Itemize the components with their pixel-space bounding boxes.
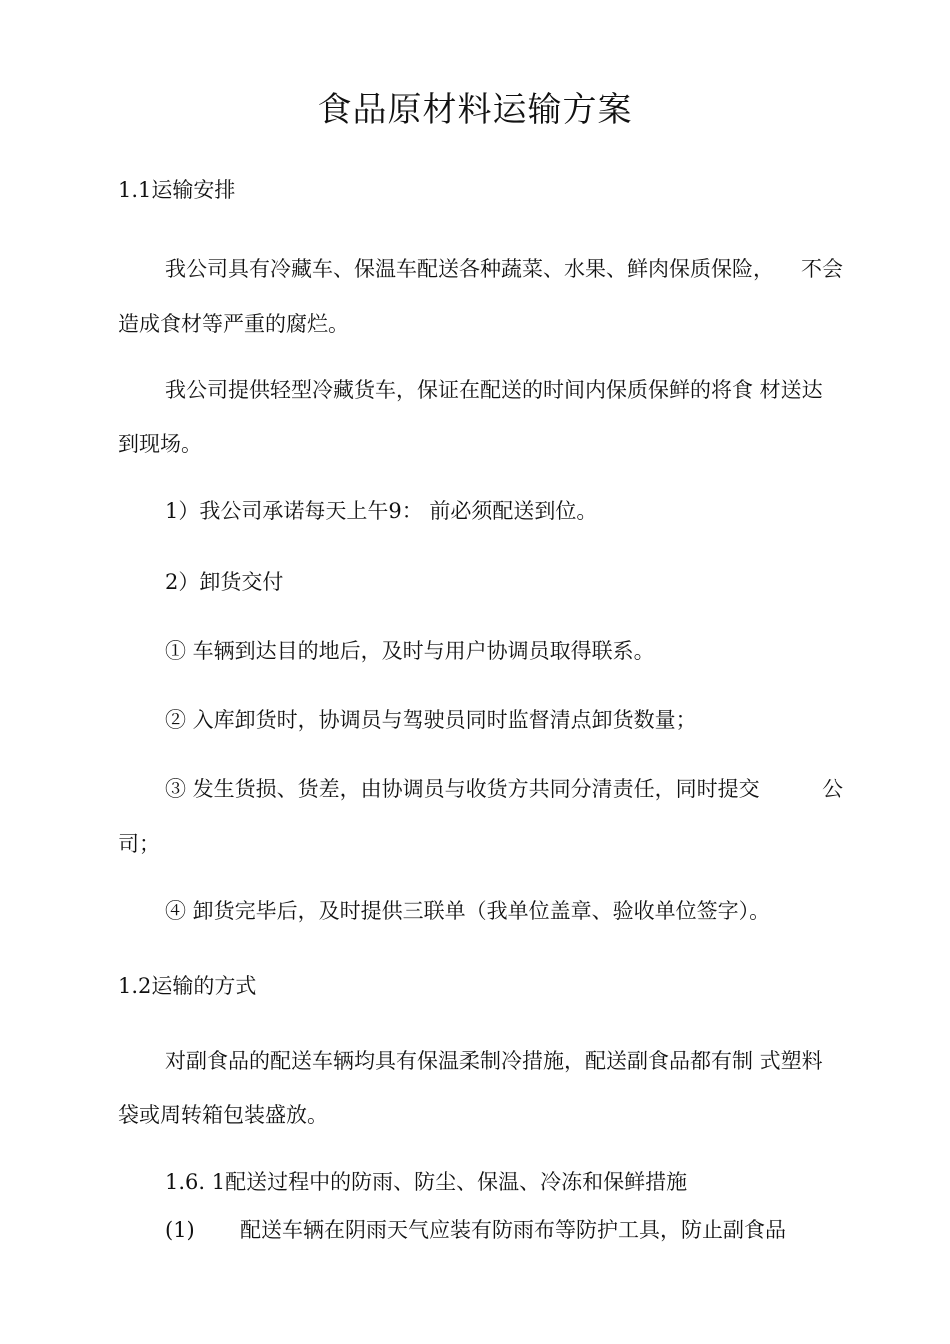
paragraph-2-line-1: 我公司提供轻型冷藏货车，保证在配送的时间内保质保鲜的将食 材送达 — [165, 378, 823, 402]
sub-item-3-line-1-text: ③ 发生货损、货差，由协调员与收货方共同分清责任，同时提交 — [165, 777, 760, 801]
sub-item-1: ① 车辆到达目的地后，及时与用户协调员取得联系。 — [165, 639, 655, 663]
list-item-1: 1）我公司承诺每天上午9： 前必须配送到位。 — [165, 499, 598, 523]
paragraph-1-line-1 — [165, 255, 843, 283]
sub-item-3-line-1 — [165, 775, 843, 803]
document-title: 食品原材料运输方案 — [317, 90, 633, 130]
section-heading-1-2: 1.2运输的方式 — [118, 974, 257, 998]
paragraph-1-line-1-end: 不会 — [801, 257, 843, 281]
paragraph-3-line-2: 袋或周转箱包装盛放。 — [118, 1103, 328, 1127]
paragraph-1-line-2: 造成食材等严重的腐烂。 — [118, 312, 349, 336]
sub-item-3-line-2: 司； — [118, 832, 160, 856]
numbered-item-1-number: (1) — [165, 1218, 195, 1242]
paragraph-3-line-1: 对副食品的配送车辆均具有保温柔制冷措施，配送副食品都有制 式塑料 — [165, 1049, 823, 1073]
section-heading-1-6: 1.6. 1配送过程中的防雨、防尘、保温、冷冻和保鲜措施 — [165, 1170, 688, 1194]
paragraph-1-line-1-text: 我公司具有冷藏车、保温车配送各种蔬菜、水果、鲜肉保质保险， — [165, 257, 774, 281]
section-heading-1-1: 1.1运输安排 — [118, 178, 236, 202]
sub-item-2: ② 入库卸货时，协调员与驾驶员同时监督清点卸货数量； — [165, 708, 697, 732]
sub-item-3-line-1-end: 公 — [822, 777, 843, 801]
numbered-item-1-text: 配送车辆在阴雨天气应装有防雨布等防护工具，防止副食品 — [240, 1218, 786, 1242]
paragraph-2-line-2: 到现场。 — [118, 432, 202, 456]
sub-item-4: ④ 卸货完毕后，及时提供三联单（我单位盖章、验收单位签字）。 — [165, 899, 771, 923]
list-item-2: 2）卸货交付 — [165, 570, 284, 594]
